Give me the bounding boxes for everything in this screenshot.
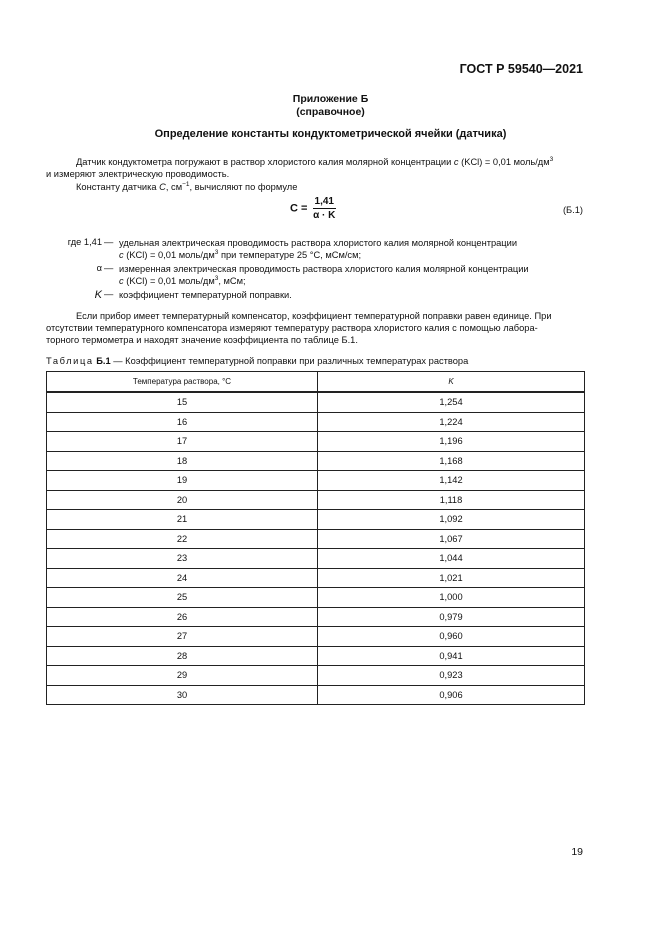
cell-k: 1,254 [318, 392, 585, 412]
formula-denominator: α · K [313, 210, 336, 221]
intro-text: Датчик кондуктометра погружают в раствор хлористого калия молярной концентрации [76, 157, 452, 167]
formula-fraction [313, 196, 336, 221]
caption-text: — Коэффициент температурной поправки при различных температурах раствора [113, 356, 469, 366]
definition-line [119, 249, 361, 261]
cell-k: 1,168 [318, 451, 585, 471]
document-code: ГОСТ Р 59540—2021 [459, 62, 583, 76]
table-caption [46, 356, 468, 366]
cell-temperature: 29 [47, 666, 318, 686]
table-row [47, 471, 585, 491]
definition-dash: — [104, 289, 114, 299]
paragraph-line: Если прибор имеет температурный компенсатор, коэффициент температурной поправки равен единице. При [76, 311, 552, 321]
conc-symbol: c [119, 276, 124, 286]
table-row [47, 666, 585, 686]
conc-symbol: c [453, 157, 459, 167]
cell-k: 1,224 [318, 412, 585, 432]
paragraph-line: торного термометра и находят значение коэффициента по таблице Б.1. [46, 335, 358, 345]
definition-term: K [94, 289, 102, 301]
table-row [47, 646, 585, 666]
exp: 3 [549, 156, 554, 163]
cell-temperature: 22 [47, 529, 318, 549]
conc-value: (KCl) = 0,01 моль/дм [461, 157, 550, 167]
cell-temperature: 28 [47, 646, 318, 666]
cell-k: 1,067 [318, 529, 585, 549]
definition-term: где 1,41 [67, 237, 102, 247]
table-header-row [47, 372, 585, 393]
cell-k: 1,118 [318, 490, 585, 510]
cell-k: 0,923 [318, 666, 585, 686]
table-row [47, 451, 585, 471]
table-row [47, 568, 585, 588]
annex-title: Приложение Б [292, 93, 369, 105]
table-row [47, 510, 585, 530]
formula-eq: = [301, 202, 308, 215]
definition-line: измеренная электрическая проводимость раствора хлористого калия молярной концентрации [119, 264, 529, 274]
intro-line-3 [76, 181, 297, 193]
formula-number: (Б.1) [562, 205, 583, 215]
exp: 3 [214, 249, 219, 256]
caption-label: Таблица [46, 356, 94, 366]
definition-dash: — [104, 237, 114, 247]
definition-line: коэффициент температурной поправки. [119, 290, 292, 300]
cell-temperature: 20 [47, 490, 318, 510]
table-row [47, 588, 585, 608]
caption-number: Б.1 [96, 356, 111, 366]
page-number: 19 [571, 846, 583, 858]
cell-k: 0,960 [318, 627, 585, 647]
cell-temperature: 24 [47, 568, 318, 588]
cell-k: 1,000 [318, 588, 585, 608]
table-row [47, 432, 585, 452]
exp: −1 [182, 181, 190, 188]
cell-temperature: 15 [47, 392, 318, 412]
definition-line [119, 275, 246, 287]
definition-tail: , мСм; [218, 276, 246, 286]
cell-k: 0,941 [318, 646, 585, 666]
conc-value: (KCl) = 0,01 моль/дм [126, 276, 215, 286]
formula-numerator: 1,41 [314, 196, 334, 207]
table-row [47, 529, 585, 549]
table-row [47, 607, 585, 627]
cell-temperature: 25 [47, 588, 318, 608]
table-body [47, 392, 585, 705]
cell-temperature: 19 [47, 471, 318, 491]
table-row [47, 627, 585, 647]
cell-k: 1,092 [318, 510, 585, 530]
cell-k: 1,021 [318, 568, 585, 588]
intro-line-1 [76, 156, 553, 168]
header-k: K [318, 372, 585, 393]
intro-text-end: , вычисляют по формуле [189, 182, 298, 192]
exp: 3 [214, 275, 219, 282]
cell-k: 1,142 [318, 471, 585, 491]
formula-lhs: C [290, 202, 298, 215]
table-row [47, 412, 585, 432]
cell-temperature: 18 [47, 451, 318, 471]
definition-term: α [96, 263, 102, 273]
cell-temperature: 26 [47, 607, 318, 627]
table-row [47, 392, 585, 412]
cell-temperature: 21 [47, 510, 318, 530]
table-row [47, 490, 585, 510]
formula [290, 196, 336, 221]
section-title: Определение константы кондуктометрической ячейки (датчика) [154, 128, 507, 140]
table-row [47, 685, 585, 705]
intro-text: Константу датчика [76, 182, 157, 192]
definition-line: удельная электрическая проводимость раствора хлористого калия молярной концентрации [119, 238, 518, 248]
cell-temperature: 17 [47, 432, 318, 452]
cell-temperature: 16 [47, 412, 318, 432]
conc-value: (KCl) = 0,01 моль/дм [126, 250, 215, 260]
paragraph-line: отсутствии температурного компенсатора измеряют температуру раствора хлористого калия с помощью лабора- [46, 323, 538, 333]
cell-temperature: 30 [47, 685, 318, 705]
intro-line-2: и измеряют электрическую проводимость. [46, 169, 230, 179]
annex-subtitle: (справочное) [296, 106, 365, 118]
constant-symbol: C [159, 182, 166, 192]
cell-temperature: 23 [47, 549, 318, 569]
unit: , см [165, 182, 183, 192]
cell-temperature: 27 [47, 627, 318, 647]
conc-symbol: c [119, 250, 124, 260]
cell-k: 0,979 [318, 607, 585, 627]
definition-dash: — [104, 263, 114, 273]
header-temperature: Температура раствора, °С [47, 372, 318, 393]
coefficient-table [46, 371, 585, 705]
cell-k: 1,044 [318, 549, 585, 569]
cell-k: 1,196 [318, 432, 585, 452]
table-row [47, 549, 585, 569]
cell-k: 0,906 [318, 685, 585, 705]
definition-tail: при температуре 25 °С, мСм/см; [220, 250, 362, 260]
